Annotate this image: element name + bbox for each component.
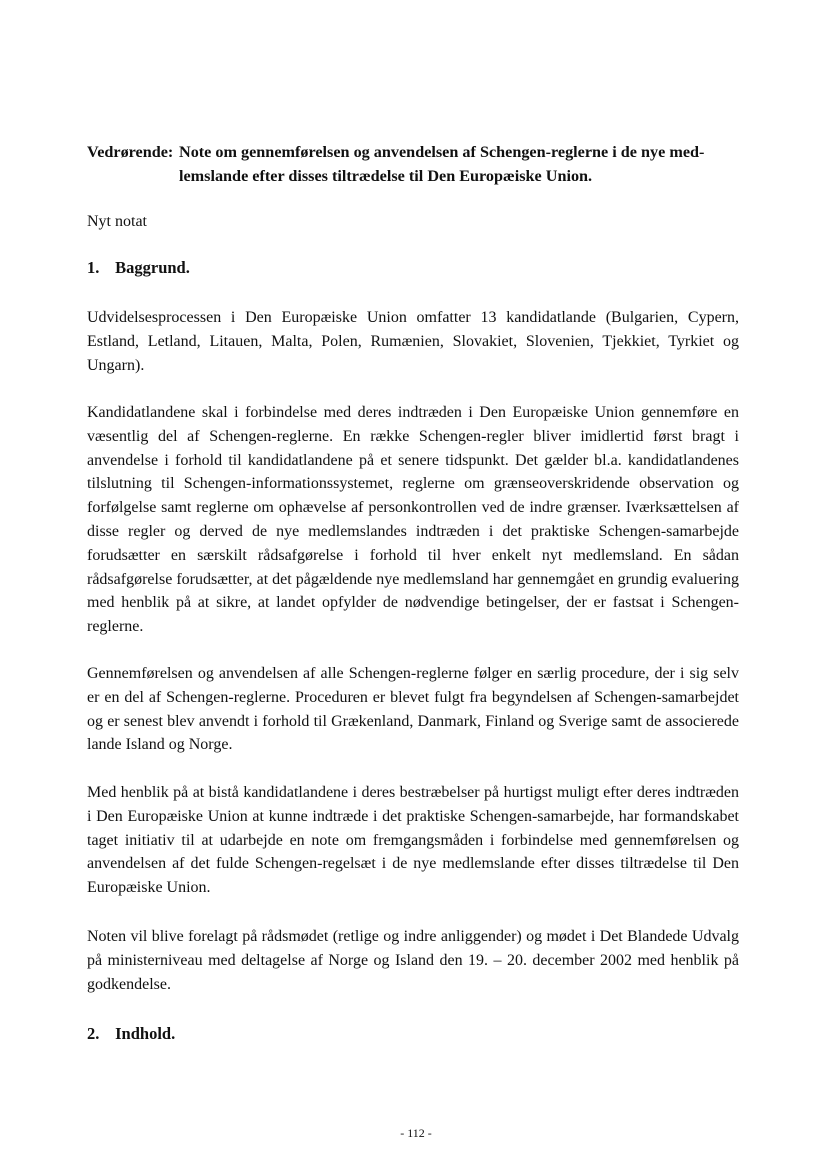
subject-block [87,140,747,188]
page-number: - 112 - [400,1126,432,1140]
paragraph-1: Udvidelsesprocessen i Den Europæiske Union omfatter 13 kandidatlande (Bulgarien, Cypern, Estland, Letland, Litauen, Malta, Polen, Rumænien, Slovakiet, Slovenien, Tjekkiet, Tyrkiet og Ungarn). [87,309,739,374]
paragraph-3: Gennemførelsen og anvendelsen af alle Schengen-reglerne følger en særlig procedure, der i sig selv er en del af Schengen-reglerne. Proceduren er blevet fulgt fra begyndelsen af Schengen-samarbejdet og er senest blev anvendt i forhold til Grækenland, Danmark, Finland og Sverige samt de associerede lande Island og Norge. [87,665,739,754]
note-type: Nyt notat [87,213,147,230]
subject-line-1: Note om gennemførelsen og anvendelsen af Schengen-reglerne i de nye med- [179,143,705,161]
section-number-2: 2. [87,1024,100,1043]
subject-line-2: lemslande efter disses tiltrædelse til Den Europæiske Union. [179,167,593,185]
subject-text [179,140,747,188]
section-title-2: Indhold. [115,1024,176,1043]
paragraph-5: Noten vil blive forelagt på rådsmødet (retlige og indre anliggender) og mødet i Det Blandede Udvalg på ministerniveau med deltagelse af Norge og Island den 19. – 20. december 2002 med henblik på godkendelse. [87,928,739,993]
section-heading-1 [87,256,190,280]
section-title-1: Baggrund. [115,258,190,277]
subject-label: Vedrørende: [87,143,174,161]
section-heading-2 [87,1022,175,1046]
paragraph-2: Kandidatlandene skal i forbindelse med deres indtræden i Den Europæiske Union gennemføre en væsentlig del af Schengen-reglerne. En række Schengen-regler bliver imidlertid først bragt i anvendelse i forhold til kandidatlandene på et senere tidspunkt. Det gælder bl.a. kandidatlandenes tilslutning til Schengen-informationssystemet, reglerne om grænseoverskridende observation og forfølgelse samt reglerne om ophævelse af personkontrollen ved de indre grænser. Iværksættelsen af disse regler og derved de nye medlemslandes indtræden i det praktiske Schengen-samarbejde forudsætter en særskilt rådsafgørelse i forhold til hver enkelt nyt medlemsland. En sådan rådsafgørelse forudsætter, at det pågældende nye medlemsland har gennemgået en grundig evaluering med henblik på at sikre, at landet opfylder de nødvendige betingelser, der er fastsat i Schengen-reglerne. [87,404,739,636]
paragraph-4: Med henblik på at bistå kandidatlandene i deres bestræbelser på hurtigst muligt efter deres indtræden i Den Europæiske Union at kunne indtræde i det praktiske Schengen-samarbejde, har formandskabet taget initiativ til at udarbejde en note om fremgangsmåden i forbindelse med gennemførelsen og anvendelsen af det fulde Schengen-regelsæt i de nye medlemslande efter disses tiltrædelse til Den Europæiske Union. [87,784,739,897]
section-number-1: 1. [87,258,100,277]
